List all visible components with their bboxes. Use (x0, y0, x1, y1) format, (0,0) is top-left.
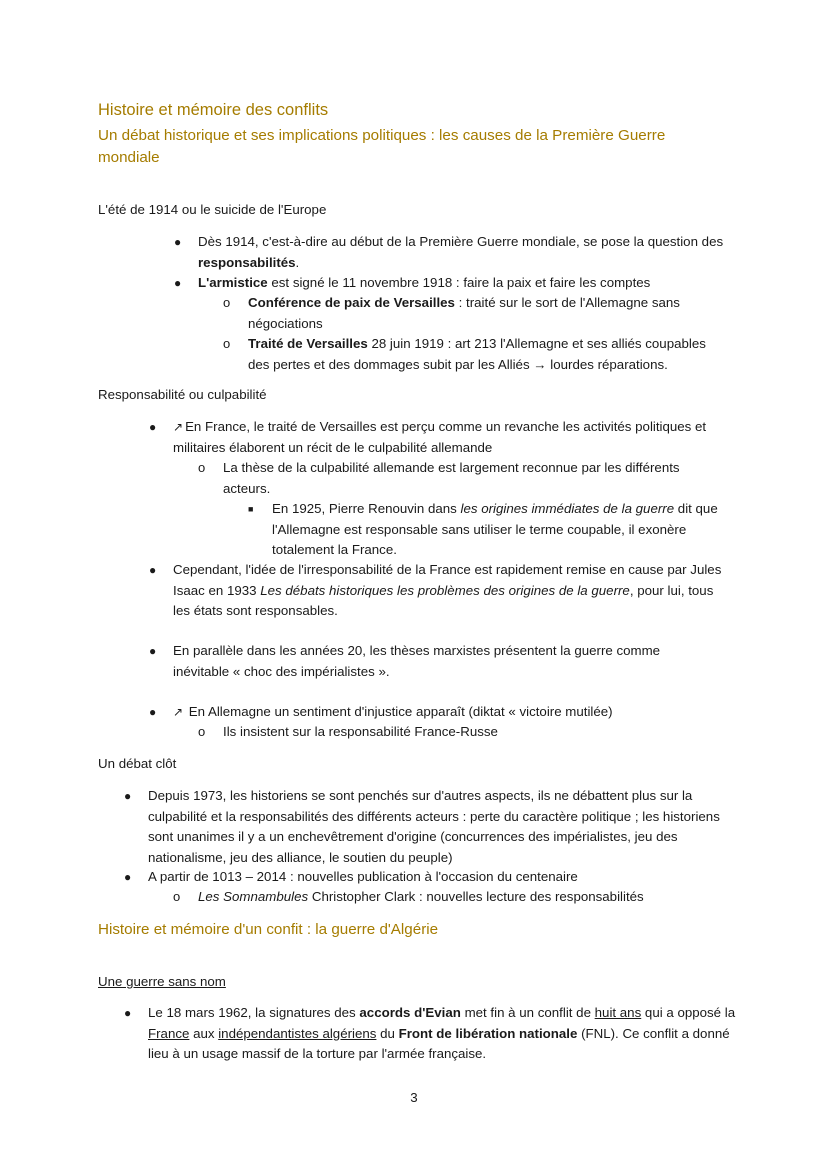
section-title: Histoire et mémoire des conflits (98, 101, 329, 119)
bullet-icon: ● (174, 276, 182, 290)
circle-bullet-icon: o (223, 295, 231, 310)
list-item: ● ↗ En Allemagne un sentiment d'injustice apparaît (diktat « victoire mutilée) (173, 702, 728, 723)
section-subtitle: Un débat historique et ses implications politiques : les causes de la Première Guerre mondiale (98, 127, 666, 166)
bullet-icon: ● (124, 870, 132, 884)
list-item: ● A partir de 1013 – 2014 : nouvelles publication à l'occasion du centenaire (148, 867, 738, 888)
circle-bullet-icon: o (223, 336, 231, 351)
list-item: ● L'armistice est signé le 11 novembre 1918 : faire la paix et faire les comptes (198, 273, 728, 294)
part-heading: L'été de 1914 ou le suicide de l'Europe (98, 202, 327, 217)
list-item: ● Dès 1914, c'est-à-dire au début de la Première Guerre mondiale, se pose la question des responsabilités. (174, 234, 724, 270)
list-item: o Conférence de paix de Versailles : traité sur le sort de l'Allemagne sans négociations (223, 295, 680, 331)
bullet-icon: ● (149, 705, 157, 719)
square-bullet-icon: ■ (248, 504, 254, 514)
part-heading: Une guerre sans nom (98, 974, 226, 989)
list-item: ● Cependant, l'idée de l'irresponsabilité de la France est rapidement remise en cause par Jules Isaac en 1933 Les débats historiques les problèmes des origines de la guerre, pour lui, tous les états sont responsables. (149, 562, 722, 618)
circle-bullet-icon: o (198, 460, 206, 475)
bullet-icon: ● (124, 789, 132, 803)
list-item: o La thèse de la culpabilité allemande est largement reconnue par les différents acteurs. (198, 460, 680, 496)
list-item: ● Depuis 1973, les historiens se sont penchés sur d'autres aspects, ils ne débattent plus sur la culpabilité et la responsabilités des différents acteurs : perte du caractère politique ; les historiens sont unanimes il y a un enchevêtrement d'origine (concurrences des impérialistes, jeu des nationalisme, jeu des alliance, le soutien du peuple) (124, 788, 720, 865)
arrow-right-icon: → (533, 356, 547, 372)
list-item: o Traité de Versailles 28 juin 1919 : art 213 l'Allemagne et ses alliés coupables des pertes et des dommages subit par les Alliés → lourdes réparations. (223, 336, 706, 372)
part-heading: Un débat clôt (98, 756, 177, 771)
bullet-icon: ● (174, 235, 182, 249)
bullet-icon: ● (149, 563, 157, 577)
bullet-icon: ● (149, 420, 157, 434)
circle-bullet-icon: o (173, 889, 181, 904)
curved-arrow-icon: ↗ (173, 420, 184, 434)
list-item: ■ En 1925, Pierre Renouvin dans les origines immédiates de la guerre dit que l'Allemagne est responsable sans utiliser le terme coupable, il exonère totalement la France. (248, 501, 718, 557)
page-number: 3 (410, 1090, 418, 1105)
section-title: Histoire et mémoire d'un confit : la guerre d'Algérie (98, 921, 439, 938)
list-item: ● Le 18 mars 1962, la signatures des accords d'Evian met fin à un conflit de huit ans qui a opposé la France aux indépendantistes algériens du Front de libération nationale (FNL). Ce conflit a donné lieu à un usage massif de la torture par l'armée française. (124, 1005, 736, 1061)
bullet-icon: ● (149, 644, 157, 658)
bullet-icon: ● (124, 1006, 132, 1020)
list-item: o Ils insistent sur la responsabilité France-Russe (223, 722, 723, 743)
curved-arrow-icon: ↗ (173, 705, 184, 719)
list-item: ● En parallèle dans les années 20, les thèses marxistes présentent la guerre comme inévitable « choc des impérialistes ». (149, 643, 661, 679)
list-item: o Les Somnambules Christopher Clark : nouvelles lecture des responsabilités (198, 887, 718, 908)
list-item: ● ↗ En France, le traité de Versailles est perçu comme un revanche les activités politiques et militaires élaborent un récit de le culpabilité allemande (149, 419, 707, 455)
part-heading: Responsabilité ou culpabilité (98, 387, 267, 402)
circle-bullet-icon: o (198, 724, 206, 739)
